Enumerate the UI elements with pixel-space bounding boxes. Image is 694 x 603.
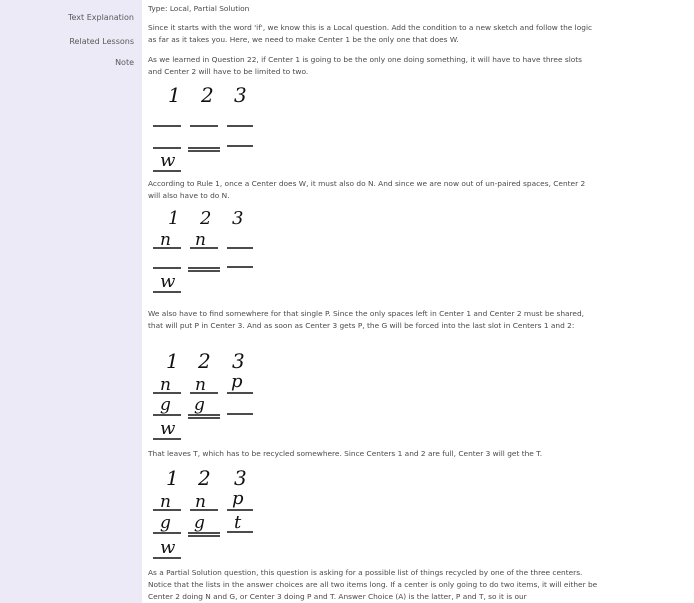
sketch-4-t: t: [234, 512, 242, 533]
paragraph-2: As we learned in Question 22, if Center 1 is going to be the only one doing something, it will have to have three slots and Center 2 will have to be limited to two.: [148, 55, 583, 76]
paragraph-4: We also have to find somewhere for that single P. Since the only spaces left in Center 1 and Center 2 must be shared, that will put P in Center 3. And as soon as Center 3 gets P, the G will be forced into the last slot in Centers 1 and 2:: [148, 309, 585, 330]
paragraph-3: According to Rule 1, once a Center does W, it must also do N. And since we are now out of un-paired spaces, Center 2 will also have to do N.: [148, 179, 586, 200]
sketch-3-g1: g: [160, 395, 171, 415]
sketch-2-n2: n: [195, 230, 206, 250]
sketch-2-w: w: [160, 271, 176, 292]
sketch-3-n2: n: [195, 375, 206, 395]
sketch-3: [148, 350, 268, 442]
sketch-3-n1: n: [160, 375, 171, 395]
sketch-1-header-2: 2: [201, 84, 214, 107]
sketch-4-n1: n: [160, 492, 171, 512]
paragraph-6: As a Partial Solution question, this question is asking for a possible list of things recycled by one of the three centers. Notice that the lists in the answer choices are all two items long. If a center is only going to do two items, it will either be Center 2 doing N and G, or Center 3 doing P and T. Answer Choice (A) is the latter, P and T, so it is our: [148, 568, 598, 601]
sketch-1-w: w: [160, 150, 176, 171]
sketch-4-p: p: [232, 488, 244, 509]
sketch-3-header-2: 2: [198, 350, 211, 373]
sketch-3-header-3: 3: [232, 350, 245, 373]
paragraph-1: Since it starts with the word 'if', we know this is a Local question. Add the condition to a new sketch and follow the logic as far as it takes you. Here, we need to make Center 1 be the only one that does W.: [148, 23, 593, 44]
sketch-2-header-1: 1: [168, 208, 180, 229]
sketch-3-g2: g: [194, 395, 205, 415]
sketch-4-g2: g: [194, 513, 205, 533]
sketch-4-header-3: 3: [234, 466, 247, 490]
sketch-4: [148, 465, 268, 561]
sketch-1: [148, 84, 268, 174]
sketch-3-header-1: 1: [166, 350, 179, 373]
sketch-4-header-1: 1: [166, 466, 179, 490]
sketch-4-g1: g: [160, 513, 171, 533]
sketch-2-n1: n: [160, 230, 171, 250]
sidebar: [0, 0, 142, 603]
sketch-4-n2: n: [195, 492, 206, 512]
sketch-1-header-3: 3: [234, 84, 247, 107]
question-type: Type: Local, Partial Solution: [148, 4, 250, 13]
explanation-content: [148, 0, 694, 603]
sketch-2-header-2: 2: [200, 208, 212, 229]
sketch-4-w: w: [160, 537, 176, 558]
sidebar-item-related-lessons[interactable]: Related Lessons: [69, 37, 134, 46]
sketch-2-header-3: 3: [232, 208, 244, 229]
sketch-2: [148, 206, 268, 296]
sketch-4-header-2: 2: [198, 466, 211, 490]
sketch-3-w: w: [160, 418, 176, 439]
sidebar-item-note[interactable]: Note: [115, 58, 134, 67]
paragraph-5: That leaves T, which has to be recycled somewhere. Since Centers 1 and 2 are full, Center 3 will get the T.: [148, 449, 543, 458]
sketch-1-header-1: 1: [168, 84, 181, 107]
sidebar-item-text-explanation[interactable]: Text Explanation: [67, 13, 134, 22]
sketch-3-p: p: [231, 371, 243, 392]
